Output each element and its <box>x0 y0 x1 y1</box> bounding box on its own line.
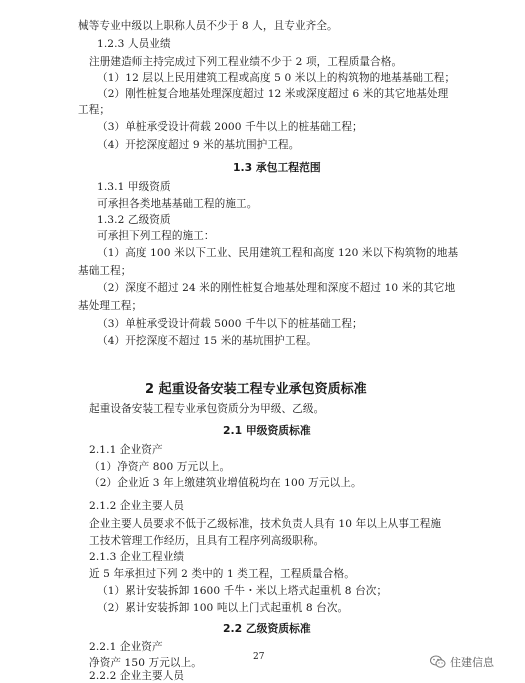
list-item: （2）累计安装拆卸 100 吨以上门式起重机 8 台次。 <box>97 602 349 614</box>
text-line: 械等专业中级以上职称人员不少于 8 人，且专业齐全。 <box>78 20 338 32</box>
watermark <box>430 654 494 670</box>
text-line: 可承担各类地基基础工程的施工。 <box>97 198 258 210</box>
subsection-heading: 1.3.2 乙级资质 <box>97 214 171 226</box>
subsection-heading: 2.1.1 企业资产 <box>89 444 163 456</box>
section-heading: 2.1 甲级资质标准 <box>223 424 311 437</box>
text-line: 起重设备安装工程专业承包资质分为甲级、乙级。 <box>89 403 325 415</box>
text-line: 注册建造师主持完成过下列工程业绩不少于 2 项，工程质量合格。 <box>89 56 403 68</box>
list-item: （3）单桩承受设计荷载 5000 千牛以下的桩基础工程； <box>97 318 363 330</box>
text-line: 工技术管理工作经历，且具有工程序列高级职称。 <box>89 535 325 547</box>
list-item: （1）高度 100 米以下工业、民用建筑工程和高度 120 米以下构筑物的地基 <box>97 247 459 259</box>
text-line: 近 5 年承担过下列 2 类中的 1 类工程，工程质量合格。 <box>89 568 355 580</box>
subsection-heading: 1.2.3 人员业绩 <box>97 38 171 50</box>
subsection-heading: 1.3.1 甲级资质 <box>97 181 171 193</box>
list-item: （2）深度不超过 24 米的刚性桩复合地基处理和深度不超过 10 米的其它地 <box>97 282 456 294</box>
text-line: 基础工程； <box>78 265 132 277</box>
text-line: 工程； <box>78 104 111 116</box>
text-line: 可承担下列工程的施工： <box>97 230 215 242</box>
section-heading: 2.2 乙级资质标准 <box>223 622 311 635</box>
subsection-heading: 2.2.2 企业主要人员 <box>89 670 185 682</box>
list-item: （2）企业近 3 年上缴建筑业增值税均在 100 万元以上。 <box>89 477 362 489</box>
text-line: 净资产 150 万元以上。 <box>89 657 203 669</box>
list-item: （2）刚性桩复合地基处理深度超过 12 米或深度超过 6 米的其它地基处理 <box>97 88 449 100</box>
subsection-heading: 2.2.1 企业资产 <box>89 641 163 653</box>
list-item: （3）单桩承受设计荷载 2000 千牛以上的桩基础工程； <box>97 121 363 133</box>
list-item: （1）12 层以上民用建筑工程或高度 5 0 米以上的构筑物的地基基础工程； <box>97 72 456 84</box>
watermark-text: 住建信息 <box>450 656 494 669</box>
section-heading: 1.3 承包工程范围 <box>233 161 321 174</box>
page-number: 27 <box>253 652 265 662</box>
list-item: （1）累计安装拆卸 1600 千牛・米以上塔式起重机 8 台次； <box>97 585 388 597</box>
subsection-heading: 2.1.2 企业主要人员 <box>89 500 185 512</box>
chapter-heading: 2 起重设备安装工程专业承包资质标准 <box>145 382 367 397</box>
list-item: （4）开挖深度超过 9 米的基坑围护工程。 <box>97 139 300 151</box>
text-line: 企业主要人员要求不低于乙级标准，技术负责人具有 10 年以上从事工程施 <box>89 518 442 530</box>
list-item: （4）开挖深度不超过 15 米的基坑围护工程。 <box>97 335 317 347</box>
text-line: 基处理工程； <box>78 300 143 312</box>
list-item: （1）净资产 800 万元以上。 <box>89 461 231 473</box>
subsection-heading: 2.1.3 企业工程业绩 <box>89 551 185 563</box>
wechat-icon <box>430 655 446 669</box>
